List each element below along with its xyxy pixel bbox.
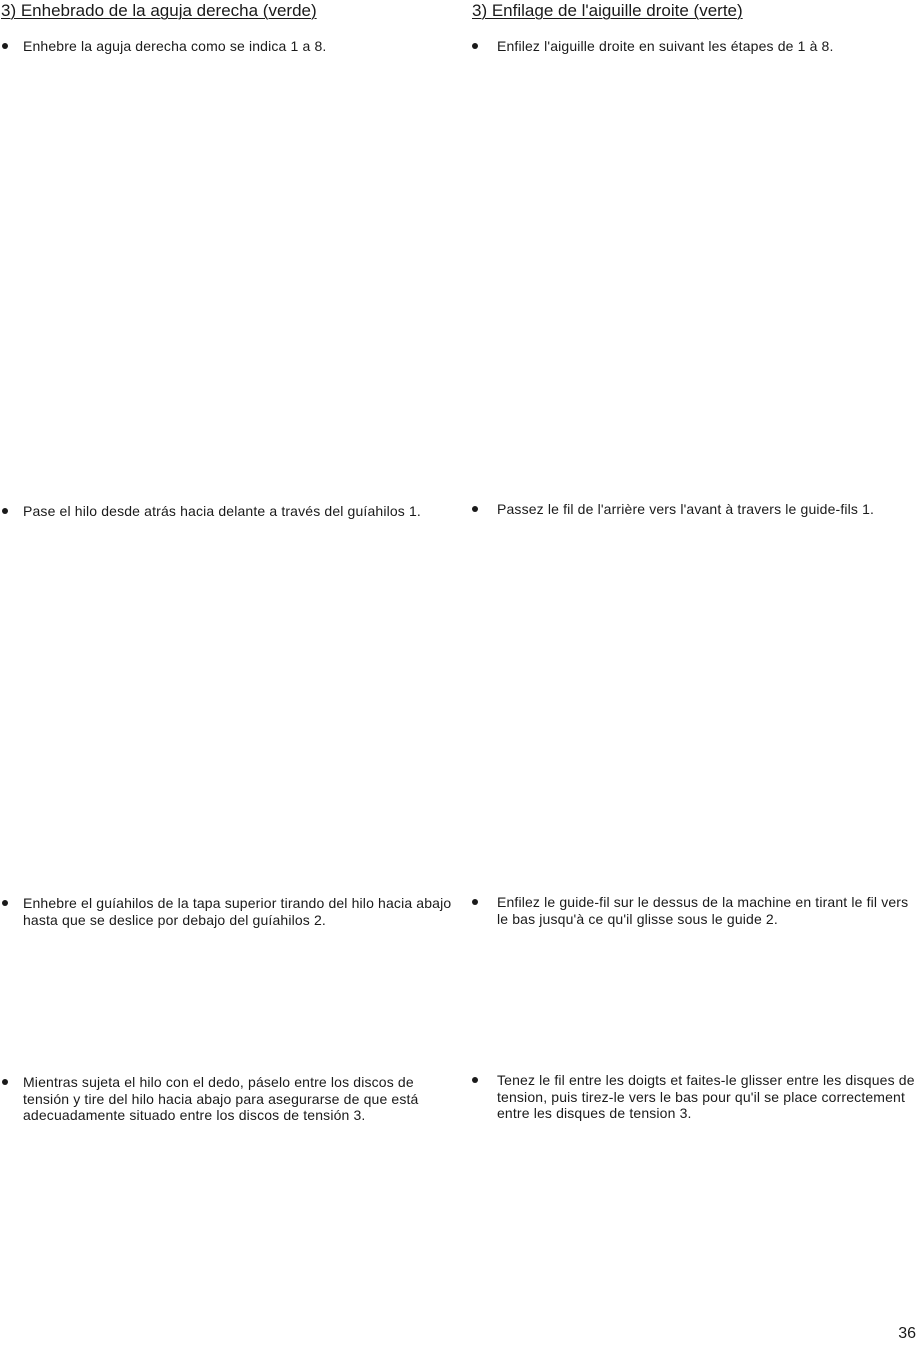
step-fr-intro [472,38,918,55]
step-fr-1 [472,501,918,518]
bullet-icon [2,1079,8,1085]
step-text: Mientras sujeta el hilo con el dedo, páselo entre los discos de tensión y tire del hilo hacia abajo para asegurarse de que está adecuadamente situado entre los discos de tensión 3. [23,1074,419,1123]
bullet-icon [2,43,8,49]
step-es-2 [2,895,454,928]
step-text: Passez le fil de l'arrière vers l'avant à travers le guide-fils 1. [497,501,875,517]
bullet-icon [472,506,478,512]
bullet-icon [472,1077,478,1083]
bullet-icon [2,900,8,906]
section-heading-french: 3) Enfilage de l'aiguille droite (verte) [472,1,743,20]
step-text: Enfilez l'aiguille droite en suivant les étapes de 1 à 8. [497,38,834,54]
step-text: Tenez le fil entre les doigts et faites-le glisser entre les disques de tension, puis tirez-le vers le bas pour qu'il se place correctement entre les disques de tension 3. [497,1072,915,1121]
step-es-intro [2,38,454,55]
step-text: Pase el hilo desde atrás hacia delante a través del guíahilos 1. [23,503,421,519]
step-text: Enhebre la aguja derecha como se indica 1 a 8. [23,38,327,54]
step-es-3 [2,1074,454,1124]
step-es-1 [2,503,454,520]
page-number: 36 [898,1325,916,1342]
bullet-icon [2,508,8,514]
section-heading-spanish: 3) Enhebrado de la aguja derecha (verde) [1,1,317,20]
step-fr-2 [472,894,918,927]
bullet-icon [472,899,478,905]
step-fr-3 [472,1072,918,1122]
step-text: Enfilez le guide-fil sur le dessus de la machine en tirant le fil vers le bas jusqu'à ce qu'il glisse sous le guide 2. [497,894,909,927]
bullet-icon [472,43,478,49]
step-text: Enhebre el guíahilos de la tapa superior tirando del hilo hacia abajo hasta que se deslice por debajo del guíahilos 2. [23,895,452,928]
